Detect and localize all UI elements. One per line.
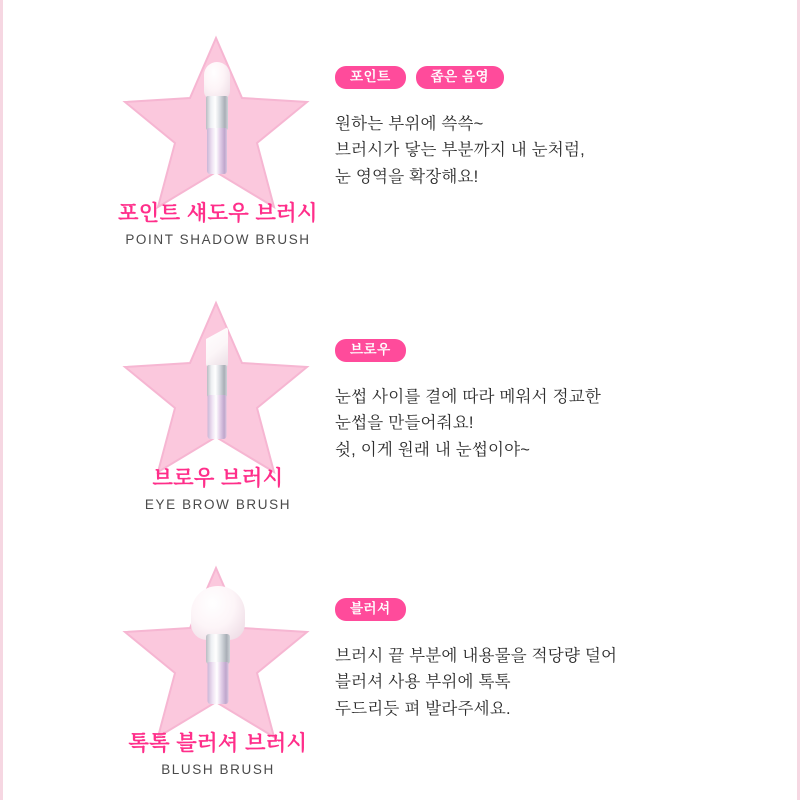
brush-name-english: EYE BROW BRUSH <box>144 497 292 513</box>
brush-section-eye-brow <box>3 275 797 535</box>
description-line: 두드리듯 펴 발라주세요. <box>335 699 511 718</box>
brush-name-korean: 톡톡 블러셔 브러시 <box>128 732 308 755</box>
brush-handle <box>207 128 227 174</box>
brush-description <box>335 384 765 464</box>
brush-description <box>335 643 765 723</box>
blush-brush-icon <box>191 586 245 704</box>
brush-bristle <box>204 62 230 100</box>
brush-image-group <box>118 32 321 262</box>
brush-description <box>335 111 765 191</box>
brush-text-block <box>335 66 765 191</box>
brush-text-block <box>335 339 765 464</box>
brush-bristle <box>206 327 228 367</box>
brush-bristle <box>191 586 245 640</box>
description-line: 눈썹 사이를 결에 따라 메워서 정교한 <box>335 387 602 406</box>
brush-name-english: BLUSH BRUSH <box>161 762 275 778</box>
brush-caption <box>93 200 343 247</box>
brush-section-blush <box>3 540 797 800</box>
tag-list <box>335 66 765 89</box>
point-shadow-brush-icon <box>199 62 235 174</box>
brush-section-point-shadow <box>3 10 797 270</box>
brush-name-korean: 포인트 섀도우 브러시 <box>118 202 318 225</box>
tag-badge: 포인트 <box>335 66 406 89</box>
brush-text-block <box>335 598 765 723</box>
brush-image-group <box>121 562 321 792</box>
tag-list <box>335 598 765 621</box>
brush-caption <box>93 730 343 777</box>
description-line: 눈 영역을 확장해요! <box>335 167 479 186</box>
content-area <box>3 0 797 800</box>
brush-ferrule <box>206 634 230 664</box>
brush-handle <box>208 662 229 704</box>
tag-badge: 브로우 <box>335 339 406 362</box>
brush-ferrule <box>206 96 228 130</box>
tag-list <box>335 339 765 362</box>
brush-image-group <box>121 297 321 527</box>
eye-brow-brush-icon <box>199 327 235 439</box>
description-line: 브러시 끝 부분에 내용물을 적당량 덜어 <box>335 646 618 665</box>
description-line: 눈썹을 만들어줘요! <box>335 414 474 433</box>
brush-caption <box>93 465 343 512</box>
description-line: 브러시가 닿는 부분까지 내 눈처럼, <box>335 141 585 160</box>
description-line: 블러셔 사용 부위에 톡톡 <box>335 673 511 692</box>
brush-handle <box>208 395 227 439</box>
tag-badge: 좁은 음영 <box>416 66 504 89</box>
brush-name-english: POINT SHADOW BRUSH <box>125 232 311 248</box>
brush-name-korean: 브로우 브러시 <box>152 467 284 490</box>
description-line: 쉿, 이게 원래 내 눈썹이야~ <box>335 440 531 459</box>
brush-ferrule <box>207 365 227 397</box>
tag-badge: 블러셔 <box>335 598 406 621</box>
description-line: 원하는 부위에 쓱쓱~ <box>335 114 484 133</box>
